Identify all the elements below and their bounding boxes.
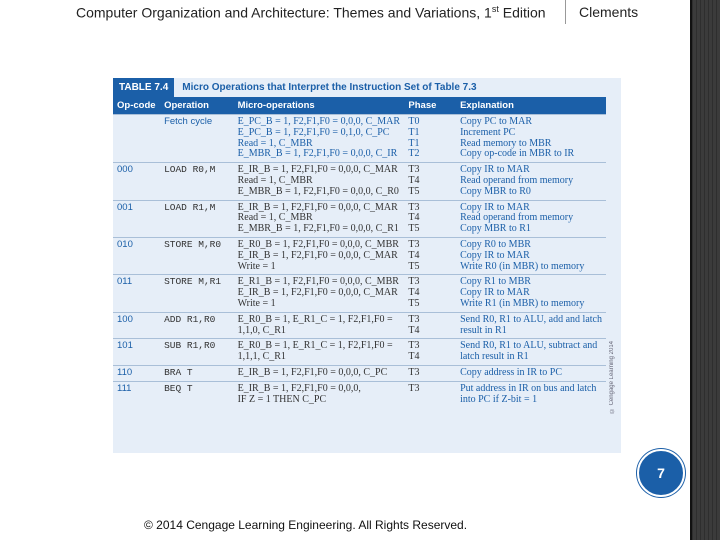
micro-operations-cell <box>234 381 405 407</box>
table-grid <box>113 97 606 407</box>
phase-line: T4 <box>408 174 420 186</box>
opcode-cell: 001 <box>113 200 160 237</box>
micro-operations-cell <box>234 200 405 237</box>
table-body <box>113 115 606 408</box>
micro-op-line: E_R0_B = 1, F2,F1,F0 = 0,0,0, C_MBR <box>237 238 399 250</box>
author-name: Clements <box>579 4 639 20</box>
micro-operations-cell <box>234 163 405 200</box>
explanation-line: Copy MBR to R0 <box>460 185 531 197</box>
copyright-credit: © Cengage Learning 2014 <box>609 340 615 413</box>
operation-cell: LOAD R1,M <box>160 200 234 237</box>
explanation-line: Read operand from memory <box>460 174 574 186</box>
micro-op-line: Write = 1 <box>237 297 276 309</box>
micro-op-line: E_PC_B = 1, F2,F1,F0 = 0,0,0, C_MAR <box>237 116 401 127</box>
opcode-cell: 011 <box>113 275 160 312</box>
table-caption <box>113 78 621 97</box>
phase-line: T4 <box>408 287 420 299</box>
operation-cell: ADD R1,R0 <box>160 312 234 339</box>
micro-operations-cell <box>234 312 405 339</box>
table-row <box>113 312 606 339</box>
table-row <box>113 381 606 407</box>
phase-line: T3 <box>408 201 420 213</box>
explanation-line: Put address in IR on bus and latch <box>460 382 597 394</box>
explanation-cell <box>456 381 606 407</box>
micro-operations-cell <box>234 339 405 366</box>
micro-op-line: Read = 1, C_MBR <box>237 174 313 186</box>
micro-op-line: 1,1,0, C_R1 <box>237 324 286 336</box>
micro-op-line: E_IR_B = 1, F2,F1,F0 = 0,0,0, C_MAR <box>237 249 398 261</box>
explanation-line: Copy op-code in MBR to IR <box>460 148 575 160</box>
table-row <box>113 163 606 200</box>
operation-cell: BEQ T <box>160 381 234 407</box>
opcode-cell: 101 <box>113 339 160 366</box>
table-title: Micro Operations that Interpret the Instruction Set of Table 7.3 <box>182 82 477 93</box>
explanation-line: Copy IR to MAR <box>460 287 530 299</box>
micro-op-line: E_IR_B = 1, F2,F1,F0 = 0,0,0, C_MAR <box>237 164 398 176</box>
phase-line: T3 <box>408 276 420 288</box>
explanation-line: Copy IR to MAR <box>460 249 530 261</box>
explanation-cell <box>456 365 606 381</box>
micro-op-line: E_IR_B = 1, F2,F1,F0 = 0,0,0, <box>237 382 361 394</box>
phase-cell <box>404 200 456 237</box>
phase-cell <box>404 115 456 163</box>
micro-op-line: E_IR_B = 1, F2,F1,F0 = 0,0,0, C_MAR <box>237 287 398 299</box>
micro-op-line: 1,1,1, C_R1 <box>237 351 286 363</box>
micro-operations-cell <box>234 237 405 274</box>
table-row <box>113 200 606 237</box>
table-row <box>113 339 606 366</box>
table-row <box>113 115 606 163</box>
explanation-line: result in R1 <box>460 324 507 336</box>
phase-line: T4 <box>408 351 420 363</box>
explanation-line: Copy IR to MAR <box>460 164 530 176</box>
opcode-cell: 000 <box>113 163 160 200</box>
phase-cell <box>404 339 456 366</box>
phase-line: T3 <box>408 238 420 250</box>
opcode-cell: 100 <box>113 312 160 339</box>
explanation-cell <box>456 115 606 163</box>
table-row <box>113 365 606 381</box>
micro-op-line: E_MBR_B = 1, F2,F1,F0 = 0,0,0, C_IR <box>237 148 398 160</box>
phase-line: T2 <box>408 148 420 160</box>
micro-op-line: E_R1_B = 1, F2,F1,F0 = 0,0,0, C_MBR <box>237 276 399 288</box>
explanation-line: Increment PC <box>460 126 516 138</box>
table-row <box>113 275 606 312</box>
micro-operations-table <box>113 78 621 453</box>
explanation-line: Copy IR to MAR <box>460 201 530 213</box>
phase-cell <box>404 275 456 312</box>
phase-line: T4 <box>408 324 420 336</box>
column-header: Op-code <box>113 97 160 115</box>
explanation-line: Copy MBR to R1 <box>460 223 531 235</box>
opcode-cell: 010 <box>113 237 160 274</box>
explanation-cell <box>456 200 606 237</box>
explanation-line: Write R1 (in MBR) to memory <box>460 297 585 309</box>
explanation-line: Write R0 (in MBR) to memory <box>460 260 585 272</box>
phase-line: T4 <box>408 212 420 224</box>
micro-op-line: E_PC_B = 1, F2,F1,F0 = 0,1,0, C_PC <box>237 126 390 138</box>
explanation-cell <box>456 163 606 200</box>
explanation-line: latch result in R1 <box>460 351 529 363</box>
phase-line: T5 <box>408 297 420 309</box>
phase-line: T5 <box>408 260 420 272</box>
column-header: Phase <box>404 97 456 115</box>
micro-op-line: E_R0_B = 1, E_R1_C = 1, F2,F1,F0 = <box>237 313 393 325</box>
explanation-line: Read operand from memory <box>460 212 574 224</box>
phase-line: T3 <box>408 382 420 394</box>
operation-cell: STORE M,R1 <box>160 275 234 312</box>
course-title: Computer Organization and Architecture: Themes and Variations, 1st Edition <box>76 4 546 21</box>
phase-cell <box>404 381 456 407</box>
phase-line: T4 <box>408 249 420 261</box>
micro-op-line: E_IR_B = 1, F2,F1,F0 = 0,0,0, C_MAR <box>237 201 398 213</box>
micro-operations-cell <box>234 275 405 312</box>
micro-op-line: IF Z = 1 THEN C_PC <box>237 393 327 405</box>
operation-cell: LOAD R0,M <box>160 163 234 200</box>
table-row <box>113 237 606 274</box>
phase-line: T3 <box>408 313 420 325</box>
phase-line: T1 <box>408 137 420 149</box>
explanation-line: Read memory to MBR <box>460 137 552 149</box>
explanation-line: Copy R1 to MBR <box>460 276 531 288</box>
column-header: Explanation <box>456 97 606 115</box>
header-divider <box>565 0 566 24</box>
footer-copyright: © 2014 Cengage Learning Engineering. All Rights Reserved. <box>144 518 468 532</box>
explanation-line: Copy PC to MAR <box>460 116 533 127</box>
micro-op-line: Write = 1 <box>237 260 276 272</box>
phase-cell <box>404 163 456 200</box>
phase-line: T3 <box>408 164 420 176</box>
page-number: 7 <box>637 449 685 497</box>
phase-line: T3 <box>408 366 420 378</box>
micro-op-line: E_IR_B = 1, F2,F1,F0 = 0,0,0, C_PC <box>237 366 388 378</box>
table-id: TABLE 7.4 <box>113 78 174 97</box>
explanation-cell <box>456 275 606 312</box>
column-header: Micro-operations <box>234 97 405 115</box>
micro-op-line: Read = 1, C_MBR <box>237 137 313 149</box>
column-header: Operation <box>160 97 234 115</box>
opcode-cell <box>113 115 160 163</box>
micro-operations-cell <box>234 115 405 163</box>
phase-cell <box>404 312 456 339</box>
micro-op-line: E_MBR_B = 1, F2,F1,F0 = 0,0,0, C_R0 <box>237 185 399 197</box>
micro-op-line: E_MBR_B = 1, F2,F1,F0 = 0,0,0, C_R1 <box>237 223 399 235</box>
phase-line: T3 <box>408 340 420 352</box>
phase-line: T0 <box>408 116 420 127</box>
phase-cell <box>404 365 456 381</box>
explanation-line: Send R0, R1 to ALU, add and latch <box>460 313 602 325</box>
micro-op-line: Read = 1, C_MBR <box>237 212 313 224</box>
operation-cell: BRA T <box>160 365 234 381</box>
opcode-cell: 111 <box>113 381 160 407</box>
explanation-cell <box>456 339 606 366</box>
phase-line: T5 <box>408 223 420 235</box>
phase-line: T5 <box>408 185 420 197</box>
explanation-line: Copy address in IR to PC <box>460 366 563 378</box>
explanation-cell <box>456 312 606 339</box>
phase-cell <box>404 237 456 274</box>
micro-operations-cell <box>234 365 405 381</box>
operation-cell: Fetch cycle <box>160 115 234 163</box>
explanation-line: Copy R0 to MBR <box>460 238 531 250</box>
operation-cell: STORE M,R0 <box>160 237 234 274</box>
micro-op-line: E_R0_B = 1, E_R1_C = 1, F2,F1,F0 = <box>237 340 393 352</box>
phase-line: T1 <box>408 126 420 138</box>
explanation-line: Send R0, R1 to ALU, subtract and <box>460 340 598 352</box>
table-header-row <box>113 97 606 115</box>
explanation-line: into PC if Z-bit = 1 <box>460 393 538 405</box>
explanation-cell <box>456 237 606 274</box>
opcode-cell: 110 <box>113 365 160 381</box>
operation-cell: SUB R1,R0 <box>160 339 234 366</box>
